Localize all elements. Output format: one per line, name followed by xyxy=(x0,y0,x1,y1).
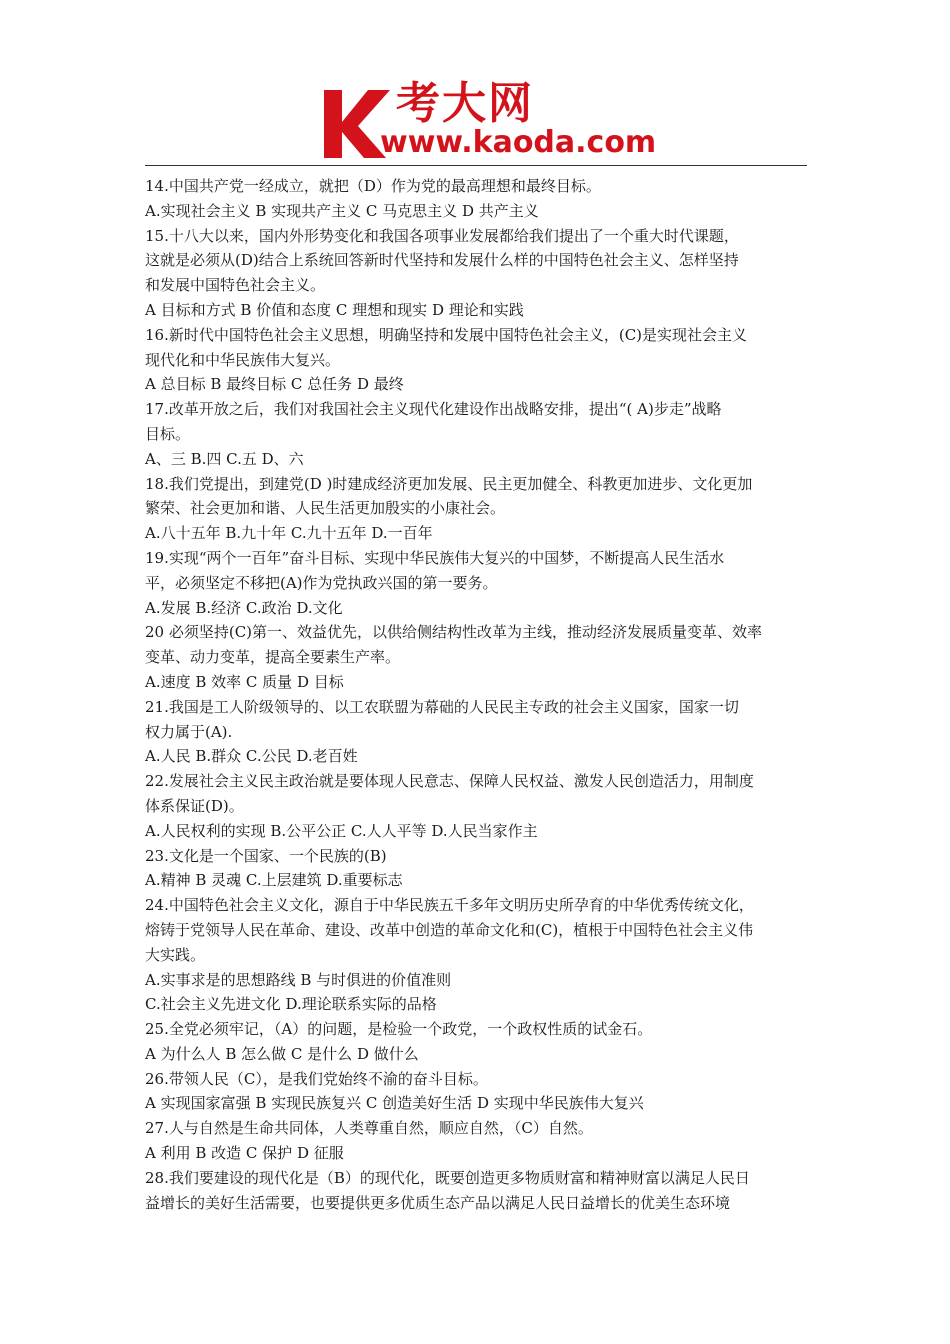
text-line: 27.人与自然是生命共同体，人类尊重自然，顺应自然，（C）自然。 xyxy=(145,1119,593,1138)
text-line: 大实践。 xyxy=(145,945,206,964)
text-line: 这就是必须从(D)结合上系统回答新时代坚持和发展什么样的中国特色社会主义、怎样坚持 xyxy=(145,251,739,270)
text-line: 体系保证(D)。 xyxy=(145,796,244,815)
text-line: 熔铸于党领导人民在革命、建设、改革中创造的革命文化和(C)，植根于中国特色社会主义伟 xyxy=(145,920,754,939)
text-line: A.精神 B 灵魂 C.上层建筑 D.重要标志 xyxy=(145,871,403,890)
text-line: A.八十五年 B.九十年 C.九十五年 D.一百年 xyxy=(145,524,433,543)
text-line: 26.带领人民（C），是我们党始终不渝的奋斗目标。 xyxy=(145,1069,488,1088)
text-line: 和发展中国特色社会主义。 xyxy=(145,276,326,295)
text-line: 权力属于(A). xyxy=(145,722,233,741)
document-body xyxy=(145,174,815,1215)
text-line: 24.中国特色社会主义文化，源自于中华民族五千多年文明历史所孕育的中华优秀传统文化， xyxy=(145,896,754,915)
text-line: 16.新时代中国特色社会主义思想，明确坚持和发展中国特色社会主义，(C)是实现社会主义 xyxy=(145,325,748,344)
text-line: 18.我们党提出，到建党(D )时建成经济更加发展、民主更加健全、科教更加进步、文化更加 xyxy=(145,474,753,493)
text-line: 28.我们要建设的现代化是（B）的现代化，既要创造更多物质财富和精神财富以满足人民日 xyxy=(145,1168,750,1187)
text-line: 19.实现“两个一百年”奋斗目标、实现中华民族伟大复兴的中国梦，不断提高人民生活水 xyxy=(145,548,725,567)
text-line: A 利用 B 改造 C 保护 D 征服 xyxy=(145,1144,344,1163)
logo-url: www.kaoda.com xyxy=(380,125,657,160)
text-line: A 为什么人 B 怎么做 C 是什么 D 做什么 xyxy=(145,1044,419,1063)
text-line: 21.我国是工人阶级领导的、以工农联盟为幕础的人民民主专政的社会主义国家，国家一切 xyxy=(145,697,739,716)
text-line: 益增长的美好生活需要，也要提供更多优质生态产品以满足人民日益增长的优美生态环境 xyxy=(145,1193,731,1212)
text-line: A.速度 B 效率 C 质量 D 目标 xyxy=(145,672,344,691)
text-line: 20 必须坚持(C)第一、效益优先，以供给侧结构性改革为主线，推动经济发展质量变革、效率 xyxy=(145,623,763,642)
header-divider xyxy=(145,165,807,166)
page-header xyxy=(145,78,807,166)
text-line: C.社会主义先进文化 D.理论联系实际的品格 xyxy=(145,995,437,1014)
text-line: 目标。 xyxy=(145,424,191,443)
text-line: 平，必须坚定不移把(A)作为党执政兴国的第一要务。 xyxy=(145,573,498,592)
text-line: 25.全党必须牢记，（A）的问题，是检验一个政党，一个政权性质的试金石。 xyxy=(145,1020,653,1039)
kaoda-logo[interactable] xyxy=(318,78,658,158)
text-line: 繁荣、社会更加和谐、人民生活更加殷实的小康社会。 xyxy=(145,499,506,518)
text-line: 22.发展社会主义民主政治就是要体现人民意志、保障人民权益、激发人民创造活力，用制度 xyxy=(145,772,754,791)
text-line: 14.中国共产党一经成立，就把（D）作为党的最高理想和最终目标。 xyxy=(145,177,601,195)
text-line: A.发展 B.经济 C.政治 D.文化 xyxy=(145,598,343,617)
text-line: A 实现国家富强 B 实现民族复兴 C 创造美好生活 D 实现中华民族伟大复兴 xyxy=(145,1094,644,1113)
logo-chinese-name: 考大网 xyxy=(396,78,534,129)
text-line: A、三 B.四 C.五 D、六 xyxy=(145,449,304,468)
text-line: 15.十八大以来，国内外形势变化和我国各项事业发展都给我们提出了一个重大时代课题， xyxy=(145,226,739,245)
text-line: A.实事求是的思想路线 B 与时俱进的价值准则 xyxy=(145,970,452,989)
text-line: A 总目标 B 最终目标 C 总任务 D 最终 xyxy=(145,375,404,394)
text-line: A.人民权利的实现 B.公平公正 C.人人平等 D.人民当家作主 xyxy=(145,821,538,840)
text-line: A 目标和方式 B 价值和态度 C 理想和现实 D 理论和实践 xyxy=(145,300,524,319)
text-line: A.人民 B.群众 C.公民 D.老百姓 xyxy=(145,747,358,766)
text-line: 变革、动力变革，提高全要素生产率。 xyxy=(145,648,401,667)
text-line: 23.文化是一个国家、一个民族的(B) xyxy=(145,846,387,865)
text-line: 现代化和中华民族伟大复兴。 xyxy=(145,350,341,369)
text-line: 17.改革开放之后，我们对我国社会主义现代化建设作出战略安排，提出“( A)步走”战略 xyxy=(145,400,722,419)
text-line: A.实现社会主义 B 实现共产主义 C 马克思主义 D 共产主义 xyxy=(145,201,539,220)
